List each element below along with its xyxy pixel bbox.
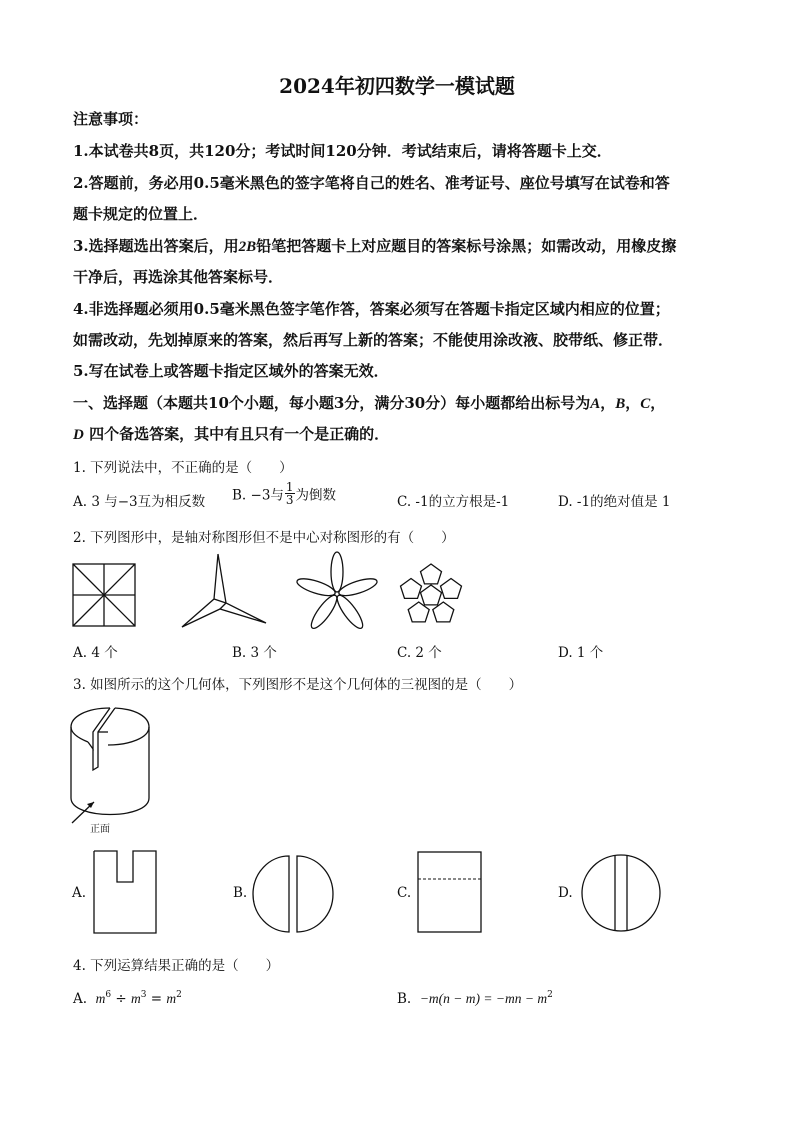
q3-option-b-label: B. [233,885,248,901]
notice-item-4: 4.非选择题必须用0.5毫米黑色签字笔作答，答案必须写在答题卡指定区域内相应的位置； [73,300,670,318]
q3-option-a-figure [93,850,157,934]
q2-option-c: C. 2 个 [397,645,442,661]
q3-cylinder-solid-figure [66,702,156,824]
q2-option-a: A. 4 个 [73,645,118,661]
q2-stem: 2. 下列图形中，是轴对称图形但不是中心对称图形的有（ ） [73,530,455,546]
q3-option-c-label: C. [397,885,412,901]
q2-petal-flower-figure [290,553,384,635]
q3-option-a-label: A. [72,885,87,901]
q3-option-b-figure [253,855,333,933]
q3-stem: 3. 如图所示的这个几何体，下列图形不是这个几何体的三视图的是（ ） [73,677,523,693]
q3-option-d-label: D. [558,885,573,901]
notice-item-3: 3.选择题选出答案后，用2B铅笔把答题卡上对应题目的答案标号涂黑；如需改动，用橡皮擦 [73,237,677,255]
q3-option-c-figure [417,851,483,933]
pencil-grade: 2B [238,239,257,255]
q1-option-b: B. −3与 $\frac{1}{3}$ 为倒数 [232,480,337,507]
fraction-one-third: $\frac{1}{3}$ [285,480,294,507]
notice-item-3-cont: 干净后，再选涂其他答案标号． [73,268,284,286]
q2-option-d: D. 1 个 [558,645,604,661]
q2-option-b: B. 3 个 [232,645,277,661]
q4-option-b: B. $-m(n - m) = -mn - m^2$ [397,990,553,1007]
section1-line2: D 四个备选答案，其中有且只有一个是正确的． [73,425,390,443]
q1-stem: 1. 下列说法中，不正确的是（ ） [73,460,293,476]
q3-option-d-figure [580,853,662,933]
q2-three-blade-figure [180,553,270,629]
notice-item-2: 2.答题前，务必用0.5毫米黑色的签字笔将自己的姓名、准考证号、座位号填写在试卷和答 [73,174,670,192]
section1-line1: 一、选择题（本题共10个小题，每小题3分，满分30分）每小题都给出标号为A，B，C， [73,394,666,412]
q1-option-a: A. 3 与−3互为相反数 [73,494,206,510]
q1-option-c: C. -1的立方根是-1 [397,494,510,510]
notice-item-5: 5.写在试卷上或答题卡指定区域外的答案无效． [73,362,389,380]
notice-item-2-cont: 题卡规定的位置上． [73,205,209,223]
q4-stem: 4. 下列运算结果正确的是（ ） [73,958,280,974]
q2-pentagons-figure [393,562,469,628]
q4-option-a: A. $m^6 \div m^3 = m^2$ [73,990,182,1007]
notice-heading: 注意事项： [73,110,149,128]
front-label: 正面 [90,824,110,835]
q2-pinwheel-figure [72,563,136,627]
page-title: 2024年初四数学一模试题 [279,74,515,98]
notice-item-4-cont: 如需改动，先划掉原来的答案，然后再写上新的答案；不能使用涂改液、胶带纸、修正带． [73,331,674,349]
q1-option-d: D. -1的绝对值是 1 [558,494,671,510]
notice-item-1: 1.本试卷共8页，共120分；考试时间120分钟．考试结束后，请将答题卡上交． [73,142,612,160]
